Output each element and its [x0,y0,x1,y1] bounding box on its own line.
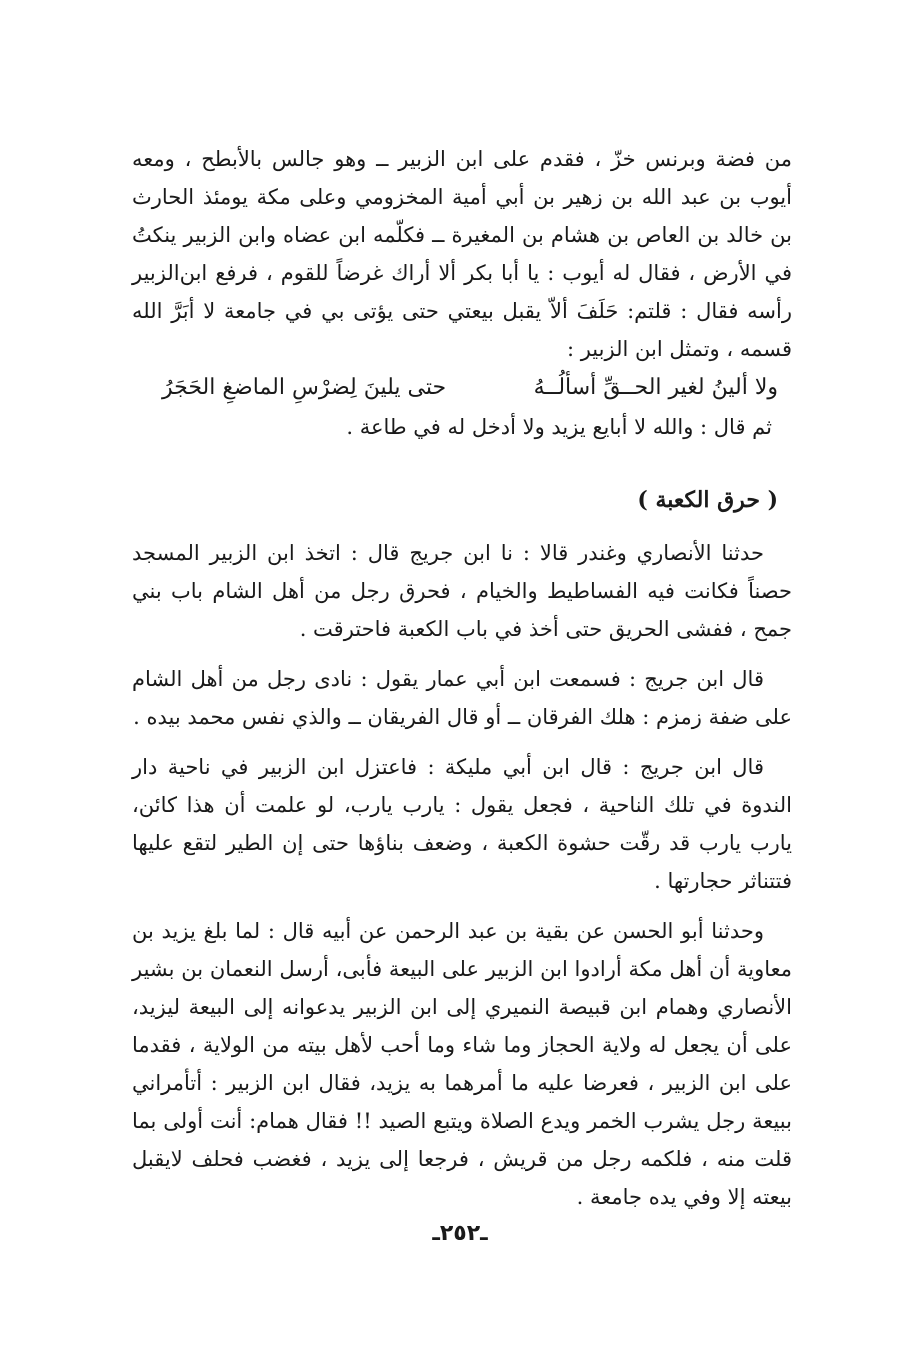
poetry-verse [132,368,792,408]
section-heading: ( حرق الكعبة ) [637,487,778,513]
paragraph-zamzam-call: قال ابن جريج : فسمعت ابن أبي عمار يقول : نادى رجل من أهل الشام على ضفة زمزم : هلك الفرقان ــ أو قال الفريقان ــ والذي نفس محمد بيده . [132,667,792,729]
after-verse-line: ثم قال : والله لا أبايع يزيد ولا أدخل له في طاعة . [346,415,772,439]
page-number: ـ٢٥٢ـ [432,1221,488,1246]
verse-first-hemistich: ولا ألينُ لغير الحــقِّ أسألُــهُ [533,375,778,400]
paragraph-yazid-envoys: وحدثنا أبو الحسن عن بقية بن عبد الرحمن عن أبيه قال : لما بلغ يزيد بن معاوية أن أهل مكة أرادوا ابن الزبير على البيعة فأبى، أرسل النعمان بن بشير الأنصاري وهمام ابن قبيصة النميري إلى ابن الزبير يدعوانه إلى البيعة ليزيد، على أن يجعل له ولاية الحجاز وما شاء وما أحب لأهل بيته من الولاية ، فقدما على ابن الزبير ، فعرضا عليه ما أمرهما به يزيد، فقال ابن الزبير : أتأمراني ببيعة رجل يشرب الخمر ويدع الصلاة ويتبع الصيد !! فقال همام: أنت أولى بما قلت منه ، فلكمه رجل من قريش ، فرجعا إلى يزيد ، فغضب فحلف لايقبل بيعته إلا وفي يده جامعة . [132,919,792,1209]
page-body [132,140,792,1216]
verse-second-hemistich: حتى يلينَ لِضرْسِ الماضغِ الحَجَرُ [162,375,447,400]
intro-paragraph: من فضة وبرنس خزّ ، فقدم على ابن الزبير ــ وهو جالس بالأبطح ، ومعه أيوب بن عبد الله بن زهير بن أبي أمية المخزومي وعلى مكة يومئذ الحارث بن خالد بن العاص بن هشام بن المغيرة ــ فكلّمه ابن عضاه وابن الزبير ينكتُ في الأرض ، فقال له أيوب : يا أبا بكر ألا أراك غرضاً للقوم ، فرفع ابن‌الزبير رأسه فقال : قلتم: حَلَفَ ألاّ يقبل بيعتي حتى يؤتى بي في جامعة لا أبَرَّ الله قسمه ، وتمثل ابن الزبير : [132,147,792,361]
paragraph-kaaba-fire: حدثنا الأنصاري وغندر قالا : نا ابن جريج قال : اتخذ ابن الزبير المسجد حصناً فكانت فيه الفساطيط والخيام ، فحرق رجل من أهل الشام باب بني جمح ، ففشى الحريق حتى أخذ في باب الكعبة فاحترقت . [132,541,792,641]
paragraph-dar-al-nadwa: قال ابن جريج : قال ابن أبي مليكة : فاعتزل ابن الزبير في ناحية دار الندوة في تلك الناحية ، فجعل يقول : يارب يارب، لو علمت أن هذا كائن، يارب يارب قد رقّت حشوة الكعبة ، وضعف بناؤها حتى إن الطير لتقع عليها فتتناثر حجارتها . [132,755,792,893]
